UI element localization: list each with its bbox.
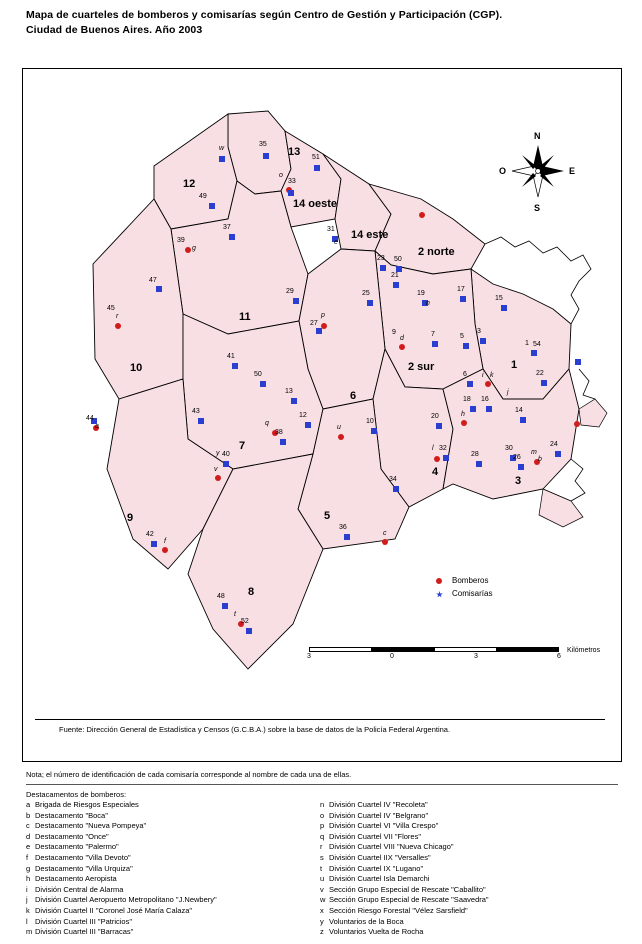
list-item <box>26 864 326 875</box>
note-divider <box>26 784 618 785</box>
point-label: 14 <box>515 407 523 414</box>
legend-label-bomberos: Bomberos <box>452 576 489 585</box>
compass-east-label: E <box>569 166 576 176</box>
list-item-label: División Cuartel IV "Recoleta" <box>329 800 428 809</box>
police-station-marker[interactable] <box>486 406 492 412</box>
list-item-label: Voluntarios Vuelta de Rocha <box>329 927 424 937</box>
legend-row-bomberos <box>430 574 540 587</box>
map-legend <box>430 574 540 600</box>
point-label: 48 <box>217 593 225 600</box>
list-item-key: g <box>26 863 31 873</box>
point-label: b <box>538 456 542 463</box>
police-station-marker[interactable] <box>209 203 215 209</box>
list-item-key: z <box>320 927 324 937</box>
point-label: 1 <box>525 340 529 347</box>
point-label: 12 <box>299 412 307 419</box>
list-item <box>320 927 620 938</box>
list-item-label: División Cuartel Aeropuerto Metropolitano "J.Newbery" <box>35 895 217 905</box>
point-label: u <box>337 424 341 431</box>
list-item-key: x <box>320 905 324 915</box>
list-item-label: División Cuartel VII "Flores" <box>329 831 422 841</box>
list-item <box>26 800 326 811</box>
police-station-marker[interactable] <box>151 541 157 547</box>
point-label: 10 <box>366 418 374 425</box>
zone-label: 8 <box>248 586 255 598</box>
point-label: w <box>219 145 225 152</box>
point-label: 27 <box>310 320 318 327</box>
point-label: 28 <box>471 451 479 458</box>
point-label: v <box>214 466 218 473</box>
police-station-marker[interactable] <box>246 628 252 634</box>
point-label: 25 <box>362 290 370 297</box>
zone-label: 10 <box>130 362 143 374</box>
police-station-marker[interactable] <box>480 338 486 344</box>
list-item <box>26 885 326 896</box>
list-item-label: División Cuartel VI "Villa Crespo" <box>329 821 439 831</box>
list-item-label: Destacamento "Once" <box>35 831 109 841</box>
zone-label: 2 norte <box>418 246 455 258</box>
point-label: 24 <box>550 441 558 448</box>
police-station-marker[interactable] <box>288 190 294 196</box>
police-station-marker[interactable] <box>198 418 204 424</box>
list-item <box>26 895 326 906</box>
list-item-key: m <box>26 927 33 937</box>
list-item-label: Destacamento Aeropista <box>35 874 117 884</box>
police-station-marker[interactable] <box>380 265 386 271</box>
point-label: e <box>334 239 338 246</box>
police-station-icon <box>436 591 443 598</box>
zone-label: 9 <box>127 512 134 524</box>
fire-station-marker[interactable] <box>162 547 168 553</box>
compass-south-label: S <box>534 203 541 213</box>
note-text: Nota; el número de identificación de cada comisaría corresponde al nombre de cada una de ellas. <box>26 770 352 779</box>
point-label: 22 <box>536 370 544 377</box>
list-item-label: Destacamento "Villa Devoto" <box>35 852 131 862</box>
police-station-marker[interactable] <box>222 603 228 609</box>
point-label: 47 <box>149 277 157 284</box>
list-item <box>26 832 326 843</box>
point-label: k <box>490 372 494 379</box>
zone-label: 14 oeste <box>293 198 338 210</box>
point-label: 7 <box>431 331 435 338</box>
list-item-key: a <box>26 800 31 809</box>
list-item <box>320 821 620 832</box>
point-label: 19 <box>417 290 425 297</box>
list-item-label: División Cuartel III "Barracas" <box>35 927 134 937</box>
list-item-key: t <box>320 863 323 873</box>
point-label: 34 <box>389 476 397 483</box>
list-item <box>320 885 620 896</box>
point-label: 23 <box>377 255 385 262</box>
compass-west-label: O <box>499 166 507 176</box>
list-item <box>26 874 326 885</box>
point-label: 45 <box>107 305 115 312</box>
list-item-label: División Cuartel III "Patricios" <box>35 916 133 926</box>
point-label: o <box>279 172 283 179</box>
list-item <box>26 906 326 917</box>
list-item <box>26 842 326 853</box>
list-item <box>26 917 326 928</box>
point-label: 13 <box>285 388 293 395</box>
list-item-key: c <box>26 821 30 831</box>
list-item-key: q <box>320 831 325 841</box>
scale-tick: 6 <box>557 653 561 660</box>
list-item-label: División Cuartel IX "Lugano" <box>329 863 424 873</box>
list-item-label: Sección Grupo Especial de Rescate "Caballito" <box>329 884 486 894</box>
police-station-marker[interactable] <box>393 486 399 492</box>
police-station-marker[interactable] <box>305 422 311 428</box>
zone-label: 11 <box>239 311 251 323</box>
point-label: 26 <box>513 454 521 461</box>
list-item-key: j <box>26 895 28 905</box>
point-label: 21 <box>391 272 399 279</box>
compass-rose <box>493 119 583 219</box>
list-item-key: u <box>320 874 325 884</box>
list-item <box>320 864 620 875</box>
list-item-label: Sección Grupo Especial de Rescate "Saavedra" <box>329 895 489 905</box>
point-label: 6 <box>463 371 467 378</box>
point-label: 20 <box>431 413 439 420</box>
map-frame <box>22 68 622 762</box>
zone-label: 5 <box>324 510 331 522</box>
point-label: f <box>164 538 166 545</box>
point-label: 33 <box>288 178 296 185</box>
police-station-marker[interactable] <box>531 350 537 356</box>
point-label: 52 <box>241 618 249 625</box>
zone-label: 14 este <box>351 229 389 241</box>
police-station-marker[interactable] <box>460 296 466 302</box>
scale-tick: 0 <box>390 653 394 660</box>
point-label: g <box>192 245 196 252</box>
point-label: 42 <box>146 531 154 538</box>
zone-label: 1 <box>511 359 518 371</box>
police-station-marker[interactable] <box>436 423 442 429</box>
point-label: 18 <box>463 396 471 403</box>
point-label: 38 <box>275 429 283 436</box>
police-station-marker[interactable] <box>263 153 269 159</box>
police-station-marker[interactable] <box>501 305 507 311</box>
point-label: 39 <box>177 237 185 244</box>
zone-label: 13 <box>288 146 301 158</box>
list-item-label: Destacamento "Palermo" <box>35 842 119 852</box>
point-label: y <box>216 450 220 457</box>
fire-station-marker[interactable] <box>485 381 491 387</box>
list-item-label: Voluntarios de la Boca <box>329 916 404 926</box>
point-label: 32 <box>439 445 447 452</box>
police-station-marker[interactable] <box>156 286 162 292</box>
point-label: t <box>234 611 236 618</box>
point-label: n <box>426 300 430 307</box>
point-label: 36 <box>339 524 347 531</box>
police-station-marker[interactable] <box>291 398 297 404</box>
list-item <box>26 811 326 822</box>
list-item-key: d <box>26 831 31 841</box>
station-list-right <box>320 800 620 938</box>
list-item-label: Destacamento "Boca" <box>35 810 108 820</box>
police-station-marker[interactable] <box>229 234 235 240</box>
fire-station-marker[interactable] <box>115 323 121 329</box>
point-label: 16 <box>481 396 489 403</box>
point-label: 44 <box>86 415 94 422</box>
list-item-key: b <box>26 810 31 820</box>
point-label: i <box>482 372 484 379</box>
point-label: 37 <box>223 224 231 231</box>
list-item-key: e <box>26 842 31 852</box>
list-item-key: w <box>320 895 326 905</box>
fire-station-marker[interactable] <box>215 475 221 481</box>
point-label: p <box>321 312 325 319</box>
point-label: 54 <box>533 341 541 348</box>
police-station-marker[interactable] <box>467 381 473 387</box>
list-item-label: Sección Riesgo Forestal "Vélez Sarsfield" <box>329 905 468 915</box>
compass-north-label: N <box>534 131 541 141</box>
point-label: 17 <box>457 286 465 293</box>
police-station-marker[interactable] <box>260 381 266 387</box>
police-station-marker[interactable] <box>443 455 449 461</box>
page-title-line1: Mapa de cuarteles de bomberos y comisarías según Centro de Gestión y Participación (CGP). <box>26 9 503 21</box>
fire-station-marker[interactable] <box>574 421 580 427</box>
list-item-label: División Cuartel VIII "Nueva Chicago" <box>329 842 454 852</box>
list-item <box>320 906 620 917</box>
list-item-key: l <box>26 916 28 926</box>
scale-tick: 3 <box>474 653 478 660</box>
source-divider <box>35 719 605 720</box>
list-item-label: División Cuartel IV "Belgrano" <box>329 810 429 820</box>
legend-label-comisarias: Comisarías <box>452 589 493 598</box>
list-item-key: k <box>26 905 30 915</box>
list-item-key: f <box>26 852 29 862</box>
fire-station-marker[interactable] <box>434 456 440 462</box>
point-label: a <box>95 423 99 430</box>
police-station-marker[interactable] <box>367 300 373 306</box>
list-item-key: h <box>26 874 31 884</box>
police-station-marker[interactable] <box>575 359 581 365</box>
scale-bar-ticks <box>309 653 559 663</box>
point-label: j <box>507 389 509 396</box>
point-label: 51 <box>312 154 320 161</box>
list-item <box>320 800 620 811</box>
list-item-key: i <box>26 884 28 894</box>
police-station-marker[interactable] <box>232 363 238 369</box>
list-item-key: o <box>320 810 325 820</box>
police-station-marker[interactable] <box>518 464 524 470</box>
fire-station-marker[interactable] <box>419 212 425 218</box>
point-label: 30 <box>505 445 513 452</box>
point-label: d <box>400 335 404 342</box>
police-station-marker[interactable] <box>223 461 229 467</box>
list-item <box>320 917 620 928</box>
list-item-key: v <box>320 884 324 894</box>
page-title-line2: Ciudad de Buenos Aires. Año 2003 <box>26 24 203 36</box>
police-station-marker[interactable] <box>463 343 469 349</box>
point-label: 29 <box>286 288 294 295</box>
zone-label: 3 <box>515 475 522 487</box>
police-station-marker[interactable] <box>541 380 547 386</box>
police-station-marker[interactable] <box>280 439 286 445</box>
point-label: m <box>531 449 537 456</box>
fire-station-marker[interactable] <box>185 247 191 253</box>
police-station-marker[interactable] <box>344 534 350 540</box>
police-station-marker[interactable] <box>219 156 225 162</box>
page-title <box>26 8 626 38</box>
list-item-label: División Central de Alarma <box>35 884 124 894</box>
point-label: 5 <box>460 333 464 340</box>
list-item <box>26 853 326 864</box>
police-station-marker[interactable] <box>476 461 482 467</box>
list-item <box>26 821 326 832</box>
police-station-marker[interactable] <box>314 165 320 171</box>
police-station-marker[interactable] <box>316 328 322 334</box>
list-item <box>26 927 326 938</box>
police-station-marker[interactable] <box>432 341 438 347</box>
list-item <box>320 895 620 906</box>
point-label: c <box>383 530 387 537</box>
police-station-marker[interactable] <box>393 282 399 288</box>
list-item-label: División Cuartel II "Coronel José María Calaza" <box>35 905 193 915</box>
fire-station-marker[interactable] <box>382 539 388 545</box>
list-item-key: p <box>320 821 325 831</box>
police-station-marker[interactable] <box>555 451 561 457</box>
list-item-key: s <box>320 852 324 862</box>
police-station-marker[interactable] <box>293 298 299 304</box>
scale-bar <box>307 647 601 663</box>
list-item <box>320 832 620 843</box>
point-label: h <box>461 411 465 418</box>
fire-station-icon <box>436 578 442 584</box>
zone-label: 12 <box>183 178 196 190</box>
list-item-key: y <box>320 916 324 926</box>
point-label: 43 <box>192 408 200 415</box>
point-label: r <box>116 313 119 320</box>
list-item-label: Destacamento "Nueva Pompeya" <box>35 821 147 831</box>
scale-bar-graphic <box>309 647 559 652</box>
list-item-label: Brigada de Riesgos Especiales <box>35 800 139 809</box>
point-label: 31 <box>327 226 335 233</box>
point-label: 35 <box>259 141 267 148</box>
list-item-key: r <box>320 842 323 852</box>
scale-unit-label: Kilómetros <box>567 647 601 654</box>
legend-row-comisarias <box>430 587 540 600</box>
station-list-left <box>26 800 326 938</box>
point-label: q <box>265 420 269 427</box>
list-item-label: División Cuartel Isla Demarchi <box>329 874 430 884</box>
fire-station-marker[interactable] <box>399 344 405 350</box>
point-label: 50 <box>394 256 402 263</box>
list-item <box>320 842 620 853</box>
point-label: 15 <box>495 295 503 302</box>
list-item-key: n <box>320 800 325 809</box>
police-station-marker[interactable] <box>520 417 526 423</box>
zone-label: 6 <box>350 390 357 402</box>
list-title: Destacamentos de bomberos: <box>26 790 127 799</box>
point-label: 40 <box>222 451 230 458</box>
point-label: 9 <box>392 329 396 336</box>
list-item <box>320 874 620 885</box>
point-label: 3 <box>477 328 481 335</box>
source-text: Fuente: Dirección General de Estadística y Censos (G.C.B.A.) sobre la base de datos de la Policía Federal Argentina. <box>59 725 451 734</box>
list-item <box>320 853 620 864</box>
point-label: 50 <box>254 371 262 378</box>
list-item <box>320 811 620 822</box>
point-label: 49 <box>199 193 207 200</box>
zone-label: 7 <box>239 440 246 452</box>
point-label: 41 <box>227 353 235 360</box>
point-label: l <box>432 445 434 452</box>
list-item-label: División Cuartel IIX "Versalles" <box>329 852 431 862</box>
list-item-label: Destacamento "Villa Urquiza" <box>35 863 133 873</box>
police-station-marker[interactable] <box>470 406 476 412</box>
fire-station-marker[interactable] <box>461 420 467 426</box>
zone-label: 4 <box>432 466 439 478</box>
scale-tick: 3 <box>307 653 311 660</box>
fire-station-marker[interactable] <box>338 434 344 440</box>
police-station-marker[interactable] <box>371 428 377 434</box>
zone-label: 2 sur <box>408 361 435 373</box>
